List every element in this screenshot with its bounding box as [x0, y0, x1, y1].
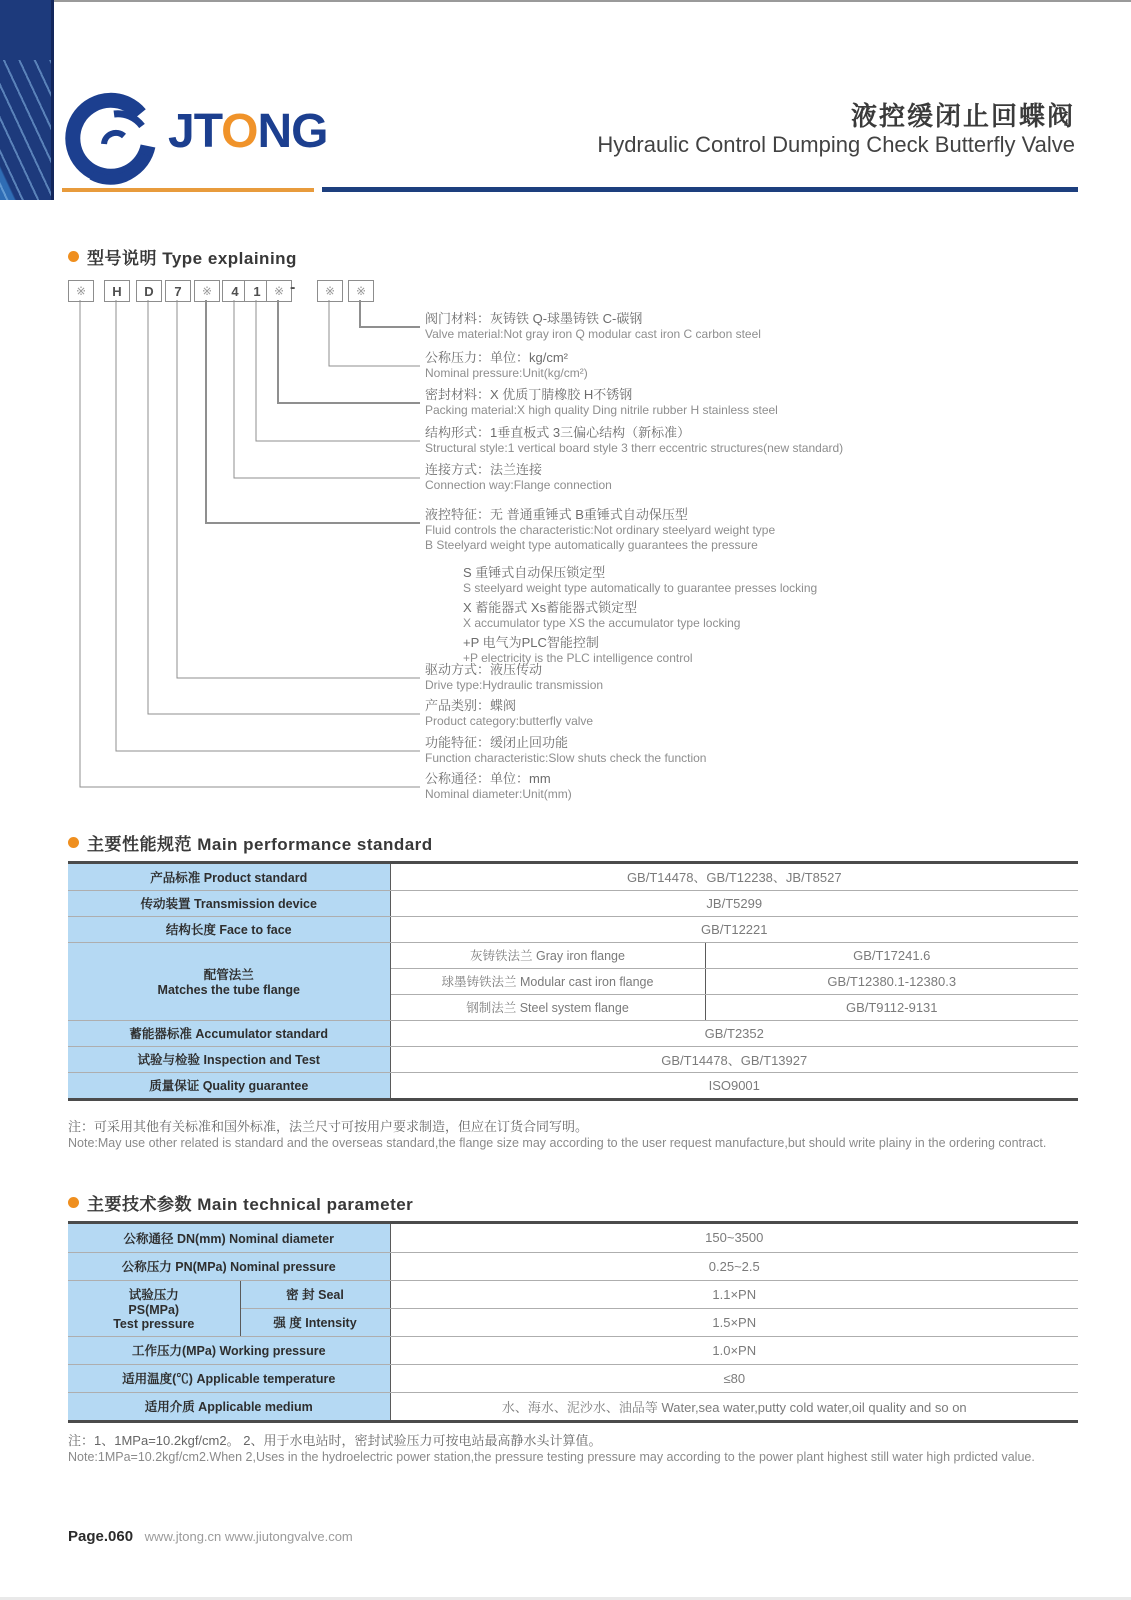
table-sublabel-cell: 球墨铸铁法兰 Modular cast iron flange — [390, 968, 705, 994]
table-value-cell: GB/T9112-9131 — [705, 994, 1078, 1020]
table-value-cell: JB/T5299 — [390, 890, 1078, 916]
code-sublabel-en: X accumulator type XS the accumulator type locking — [463, 616, 741, 630]
bullet-icon — [68, 1197, 79, 1208]
table-row — [68, 1280, 1078, 1308]
table-row — [68, 1336, 1078, 1364]
table-label-cell — [68, 1224, 390, 1252]
code-label — [425, 311, 1085, 342]
technical-note-zh: 注：1、1MPa=10.2kgf/cm2。 2、用于水电站时，密封试验压力可按电站最高静水头计算值。 — [68, 1433, 602, 1448]
model-code-box: 1 — [244, 280, 270, 302]
cell-label-line: 公称通径 DN(mm) Nominal diameter — [123, 1231, 334, 1246]
table-label-cell — [68, 864, 390, 890]
cell-label-line: 适用介质 Applicable medium — [144, 1400, 313, 1415]
code-label-en: Structural style:1 vertical board style 3 therr eccentric structures(new standard) — [425, 441, 844, 455]
table-value-cell: 水、海水、泥沙水、油品等 Water,sea water,putty cold water,oil quality and so on — [390, 1392, 1078, 1420]
performance-note-zh: 注：可采用其他有关标准和国外标准，法兰尺寸可按用户要求制造，但应在订货合同写明。 — [68, 1119, 589, 1134]
table-value-cell: ISO9001 — [390, 1072, 1078, 1098]
table-row — [68, 1072, 1078, 1098]
code-label — [425, 425, 1085, 456]
model-code-box: ※ — [348, 280, 374, 302]
code-sublabel — [463, 565, 1085, 596]
cell-label-line: 适用温度(℃) Applicable temperature — [122, 1372, 336, 1386]
code-label-zh: 密封材料：X 优质丁腈橡胶 H不锈钢 — [425, 387, 633, 402]
leader-line — [148, 300, 420, 714]
model-code-box: 4 — [222, 280, 248, 302]
table-value-cell: GB/T14478、GB/T12238、JB/T8527 — [390, 864, 1078, 890]
section-heading-technical-text: 主要技术参数 Main technical parameter — [87, 1195, 414, 1214]
table-label-cell — [68, 1392, 390, 1420]
spec-table — [68, 864, 1078, 1098]
table-label-cell — [68, 942, 390, 1020]
code-sublabel-zh: +P 电气为PLC智能控制 — [463, 635, 599, 650]
code-label — [425, 698, 1085, 729]
table-row — [68, 1224, 1078, 1252]
code-label-zh: 产品类别：蝶阀 — [425, 698, 517, 713]
cell-label-line: 公称压力 PN(MPa) Nominal pressure — [121, 1260, 336, 1274]
table-value-cell: 150~3500 — [390, 1224, 1078, 1252]
table-sublabel-cell: 钢制法兰 Steel system flange — [390, 994, 705, 1020]
code-sublabel-en: S steelyard weight type automatically to guarantee presses locking — [463, 581, 818, 595]
table-value-cell: GB/T17241.6 — [705, 942, 1078, 968]
header-rule-navy — [322, 187, 1078, 192]
code-label-en: Drive type:Hydraulic transmission — [425, 678, 604, 692]
cell-label-line: PS(MPa) — [128, 1303, 180, 1317]
brand-o: O — [221, 105, 258, 158]
code-label-en: Product category:butterfly valve — [425, 714, 594, 728]
table-label-cell — [68, 1020, 390, 1046]
leader-line — [116, 300, 420, 751]
performance-table — [68, 861, 1078, 1101]
model-code-box: H — [104, 280, 130, 302]
code-sublabel-en: +P electricity is the PLC intelligence control — [463, 651, 693, 665]
performance-note-en: Note:May use other related is standard and the overseas standard,the flange size may according to the user request manufacture,but should write plainy in the ordering contract. — [68, 1136, 1047, 1150]
brand-jt: JT — [168, 105, 222, 158]
table-value-cell: 1.1×PN — [390, 1280, 1078, 1308]
code-label-zh: 液控特征：无 普通重锤式 B重锤式自动保压型 — [425, 507, 688, 522]
section-heading-performance-text: 主要性能规范 Main performance standard — [87, 835, 433, 854]
jtong-logo-icon — [62, 92, 162, 190]
model-code-diagram — [68, 278, 1088, 808]
code-label-en: B Steelyard weight type automatically guarantees the pressure — [425, 538, 758, 552]
header-rule-orange — [62, 188, 314, 192]
table-label-cell — [68, 1280, 240, 1336]
table-row — [68, 916, 1078, 942]
code-label-zh: 阀门材料：灰铸铁 Q-球墨铸铁 C-碳钢 — [425, 311, 643, 326]
table-value-cell: ≤80 — [390, 1364, 1078, 1392]
brand-wordmark — [168, 104, 328, 159]
code-label-en: Function characteristic:Slow shuts check the function — [425, 751, 707, 765]
code-sublabel — [463, 600, 1085, 631]
table-label-cell — [68, 1364, 390, 1392]
cell-label-line: 试验压力 — [128, 1288, 179, 1302]
cell-label-line: Matches the tube flange — [157, 983, 300, 997]
code-label — [425, 387, 1085, 418]
table-row — [68, 864, 1078, 890]
section-heading-type — [68, 244, 297, 269]
table-label-cell — [68, 1072, 390, 1098]
table-value-cell: GB/T12221 — [390, 916, 1078, 942]
code-label — [425, 350, 1085, 381]
page-title-english: Hydraulic Control Dumping Check Butterfly Valve — [597, 132, 1075, 157]
code-label-en: Nominal diameter:Unit(mm) — [425, 787, 572, 801]
code-label-zh: 连接方式：法兰连接 — [425, 462, 543, 477]
model-code-box: ※ — [266, 280, 292, 302]
code-label — [425, 462, 1085, 493]
table-label-cell — [68, 890, 390, 916]
code-label-zh: 公称压力：单位：kg/cm² — [425, 350, 569, 365]
table-label-cell — [68, 1336, 390, 1364]
bullet-icon — [68, 251, 79, 262]
technical-note — [68, 1432, 1078, 1465]
leader-line — [177, 300, 420, 678]
cell-label-line: 产品标准 Product standard — [150, 870, 308, 885]
table-row — [68, 1364, 1078, 1392]
code-sublabel-zh: X 蓄能器式 Xs蓄能器式锁定型 — [463, 600, 638, 615]
section-heading-performance — [68, 830, 433, 855]
table-row — [68, 1020, 1078, 1046]
table-value-cell: 1.0×PN — [390, 1336, 1078, 1364]
code-sublabels — [463, 565, 1085, 666]
brand-ng: NG — [257, 105, 328, 158]
cell-label-line: 结构长度 Face to face — [165, 923, 292, 937]
leader-line — [329, 300, 420, 366]
left-decor-band — [0, 0, 54, 200]
performance-note — [68, 1118, 1078, 1151]
code-label-en: Packing material:X high quality Ding nitrile rubber H stainless steel — [425, 403, 778, 417]
leader-line — [206, 300, 420, 523]
model-code-dash: - — [290, 279, 296, 296]
leader-line — [360, 300, 420, 327]
cell-label-line: 蓄能器标准 Accumulator standard — [129, 1027, 329, 1041]
band-edge-line — [51, 0, 54, 200]
code-label-en: Connection way:Flange connection — [425, 478, 612, 492]
table-label-cell — [68, 916, 390, 942]
code-label-en: Nominal pressure:Unit(kg/cm²) — [425, 366, 588, 380]
model-code-box: ※ — [68, 280, 94, 302]
table-row — [68, 1252, 1078, 1280]
section-heading-type-text: 型号说明 Type explaining — [87, 249, 297, 268]
table-value-cell: GB/T12380.1-12380.3 — [705, 968, 1078, 994]
code-label-en: Fluid controls the characteristic:Not ordinary steelyard weight type — [425, 523, 776, 537]
cell-label-line: 配管法兰 — [203, 968, 254, 982]
page-footer — [68, 1528, 353, 1545]
code-label-zh: 驱动方式：液压传动 — [425, 662, 543, 677]
cell-label-line: 质量保证 Quality guarantee — [149, 1079, 309, 1094]
code-label — [425, 662, 1085, 693]
top-border-line — [0, 0, 1131, 2]
table-row — [68, 942, 1078, 968]
spec-table — [68, 1224, 1078, 1420]
code-label-zh: 功能特征：缓闭止回功能 — [425, 735, 569, 750]
cell-label-line: 试验与检验 Inspection and Test — [137, 1053, 320, 1067]
leader-line — [256, 300, 420, 441]
table-value-cell: GB/T14478、GB/T13927 — [390, 1046, 1078, 1072]
page-number: Page.060 — [68, 1528, 134, 1545]
code-sublabel-zh: S 重锤式自动保压锁定型 — [463, 565, 606, 580]
table-label-cell — [68, 1046, 390, 1072]
table-value-cell: 0.25~2.5 — [390, 1252, 1078, 1280]
bullet-icon — [68, 837, 79, 848]
section-heading-technical — [68, 1190, 413, 1215]
code-label — [425, 507, 1085, 670]
table-value-cell: 1.5×PN — [390, 1308, 1078, 1336]
technical-table — [68, 1221, 1078, 1423]
code-label-en: Valve material:Not gray iron Q modular cast iron C carbon steel — [425, 327, 761, 341]
cell-label-line: Test pressure — [113, 1317, 195, 1331]
model-code-box: D — [136, 280, 162, 302]
table-value-cell: GB/T2352 — [390, 1020, 1078, 1046]
table-row — [68, 1392, 1078, 1420]
code-label-zh: 结构形式：1垂直板式 3三偏心结构（新标准） — [425, 425, 691, 440]
table-sublabel-cell: 密 封 Seal — [240, 1280, 390, 1308]
code-label — [425, 735, 1085, 766]
table-row — [68, 1046, 1078, 1072]
code-label-zh: 公称通径：单位：mm — [425, 771, 551, 786]
footer-urls: www.jtong.cn www.jiutongvalve.com — [144, 1529, 353, 1544]
table-row — [68, 890, 1078, 916]
band-stripes — [0, 60, 54, 200]
cell-label-line: 工作压力(MPa) Working pressure — [131, 1344, 326, 1358]
table-label-cell — [68, 1252, 390, 1280]
table-sublabel-cell: 灰铸铁法兰 Gray iron flange — [390, 942, 705, 968]
code-label — [425, 771, 1085, 802]
cell-label-line: 传动装置 Transmission device — [140, 897, 317, 911]
model-code-box: ※ — [317, 280, 343, 302]
model-code-box: 7 — [165, 280, 191, 302]
page-title-chinese: 液控缓闭止回蝶阀 — [850, 101, 1075, 131]
leader-line — [278, 300, 420, 403]
technical-note-en: Note:1MPa=10.2kgf/cm2.When 2,Uses in the hydroelectric power station,the pressure testing pressure may according to the power plant highest still water high prdicted value. — [68, 1450, 1035, 1464]
table-sublabel-cell: 强 度 Intensity — [240, 1308, 390, 1336]
model-code-box: ※ — [194, 280, 220, 302]
